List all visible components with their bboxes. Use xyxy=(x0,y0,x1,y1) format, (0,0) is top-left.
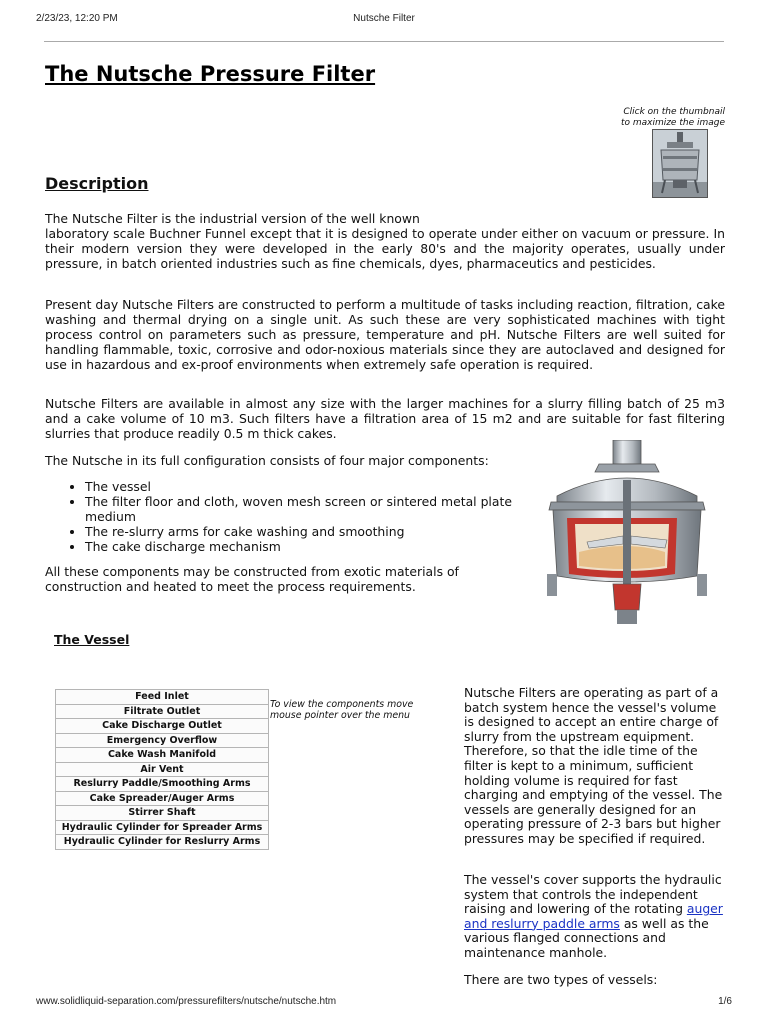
nutsche-cutaway-illustration xyxy=(527,440,727,630)
table-row xyxy=(56,777,269,792)
table-row xyxy=(56,806,269,821)
page-title: The Nutsche Pressure Filter xyxy=(45,62,376,86)
menu-item-emergency-overflow[interactable]: Emergency Overflow xyxy=(56,733,269,748)
thumbnail-caption-line: to maximize the image xyxy=(620,118,725,128)
filter-thumbnail-image[interactable] xyxy=(652,129,708,198)
components-menu-table xyxy=(55,689,269,850)
menu-item-air-vent[interactable]: Air Vent xyxy=(56,762,269,777)
print-page-title: Nutsche Filter xyxy=(353,13,415,24)
description-p1-line1: The Nutsche Filter is the industrial version of the well known xyxy=(45,211,420,226)
table-row xyxy=(56,791,269,806)
list-item: • The re-slurry arms for cake washing and smoothing xyxy=(85,524,525,539)
list-item: • The vessel xyxy=(85,479,525,494)
description-paragraph-5: All these components may be constructed from exotic materials of construction and heated to meet the process requirements. xyxy=(45,564,459,594)
vessel-p2-text-end: as well as the various flanged connections and maintenance manhole. xyxy=(464,915,709,960)
menu-item-stirrer-shaft[interactable]: Stirrer Shaft xyxy=(56,806,269,821)
table-row xyxy=(56,690,269,705)
table-row xyxy=(56,820,269,835)
list-item: • The filter floor and cloth, woven mesh screen or sintered metal plate medium xyxy=(85,494,525,524)
list-item: • The cake discharge mechanism xyxy=(85,539,525,554)
print-date: 2/23/23, 12:20 PM xyxy=(36,13,118,24)
vessel-p2-text: The vessel's cover supports the hydraulic system that controls the independent raising and lowering of the rotating xyxy=(464,872,722,917)
table-row xyxy=(56,733,269,748)
header-divider xyxy=(44,41,724,42)
print-page-number: 1/6 xyxy=(718,996,732,1007)
menu-item-reslurry-paddle[interactable]: Reslurry Paddle/Smoothing Arms xyxy=(56,777,269,792)
nutsche-cutaway-icon xyxy=(527,440,727,630)
filter-thumbnail-icon xyxy=(653,130,707,197)
auger-reslurry-arms-link[interactable]: auger and reslurry paddle arms xyxy=(464,901,723,931)
thumbnail-caption xyxy=(585,107,725,129)
components-list xyxy=(65,479,525,554)
vessel-paragraph-1: Nutsche Filters are operating as part of a batch system hence the vessel's volume is designed to accept an entire charge of slurry from the upstream equipment. Therefore, so that the idle time of the filter is kept to a minimum, sufficient holding volume is required for fast charging and emptying of the vessel. The vessels are generally designed for an operating pressure of 2-3 bars but higher pressures may be specified if required. xyxy=(464,685,723,846)
menu-item-feed-inlet[interactable]: Feed Inlet xyxy=(56,690,269,705)
menu-item-cake-discharge-outlet[interactable]: Cake Discharge Outlet xyxy=(56,719,269,734)
table-row xyxy=(56,719,269,734)
menu-item-spreader-cylinder[interactable]: Hydraulic Cylinder for Spreader Arms xyxy=(56,820,269,835)
thumbnail-caption-line: Click on the thumbnail xyxy=(623,107,725,117)
table-row xyxy=(56,704,269,719)
description-paragraph-4: The Nutsche in its full configuration consists of four major components: xyxy=(45,453,489,468)
menu-item-filtrate-outlet[interactable]: Filtrate Outlet xyxy=(56,704,269,719)
table-row xyxy=(56,748,269,763)
print-url: www.solidliquid-separation.com/pressurefilters/nutsche/nutsche.htm xyxy=(36,996,337,1007)
vessel-paragraph-3: There are two types of vessels: xyxy=(464,972,658,987)
menu-item-cake-wash-manifold[interactable]: Cake Wash Manifold xyxy=(56,748,269,763)
description-paragraph-3: Nutsche Filters are available in almost any size with the larger machines for a slurry filling batch of 25 m3 and a cake volume of 10 m3. Such filters have a filtration area of 15 m2 and are suitable for fast filtering slurries that produce readily 0.5 m thick cakes. xyxy=(45,396,725,441)
menu-hint-caption: To view the components move mouse pointer over the menu xyxy=(270,699,414,721)
description-heading: Description xyxy=(45,174,149,193)
table-row xyxy=(56,835,269,850)
description-paragraph-1 xyxy=(45,211,725,271)
description-p1-rest: laboratory scale Buchner Funnel except that it is designed to operate under either on vacuum or pressure. In their modern version they were developed in the early 80's and the majority operates, usually under pressure, in batch oriented industries such as fine chemicals, dyes, pharmaceutics and pesticides. xyxy=(45,226,725,271)
vessel-heading: The Vessel xyxy=(54,632,130,647)
table-row xyxy=(56,762,269,777)
menu-item-reslurry-cylinder[interactable]: Hydraulic Cylinder for Reslurry Arms xyxy=(56,835,269,850)
description-paragraph-2: Present day Nutsche Filters are constructed to perform a multitude of tasks including reaction, filtration, cake washing and thermal drying on a single unit. As such these are very sophisticated machines with tight process control on parameters such as pressure, temperature and pH. Nutsche Filters are well suited for handling flammable, toxic, corrosive and odor-noxious materials since they are autoclaved and designed for use in hazardous and ex-proof environments when extremely safe operation is required. xyxy=(45,297,725,372)
vessel-paragraph-2 xyxy=(464,873,726,961)
menu-item-cake-spreader[interactable]: Cake Spreader/Auger Arms xyxy=(56,791,269,806)
